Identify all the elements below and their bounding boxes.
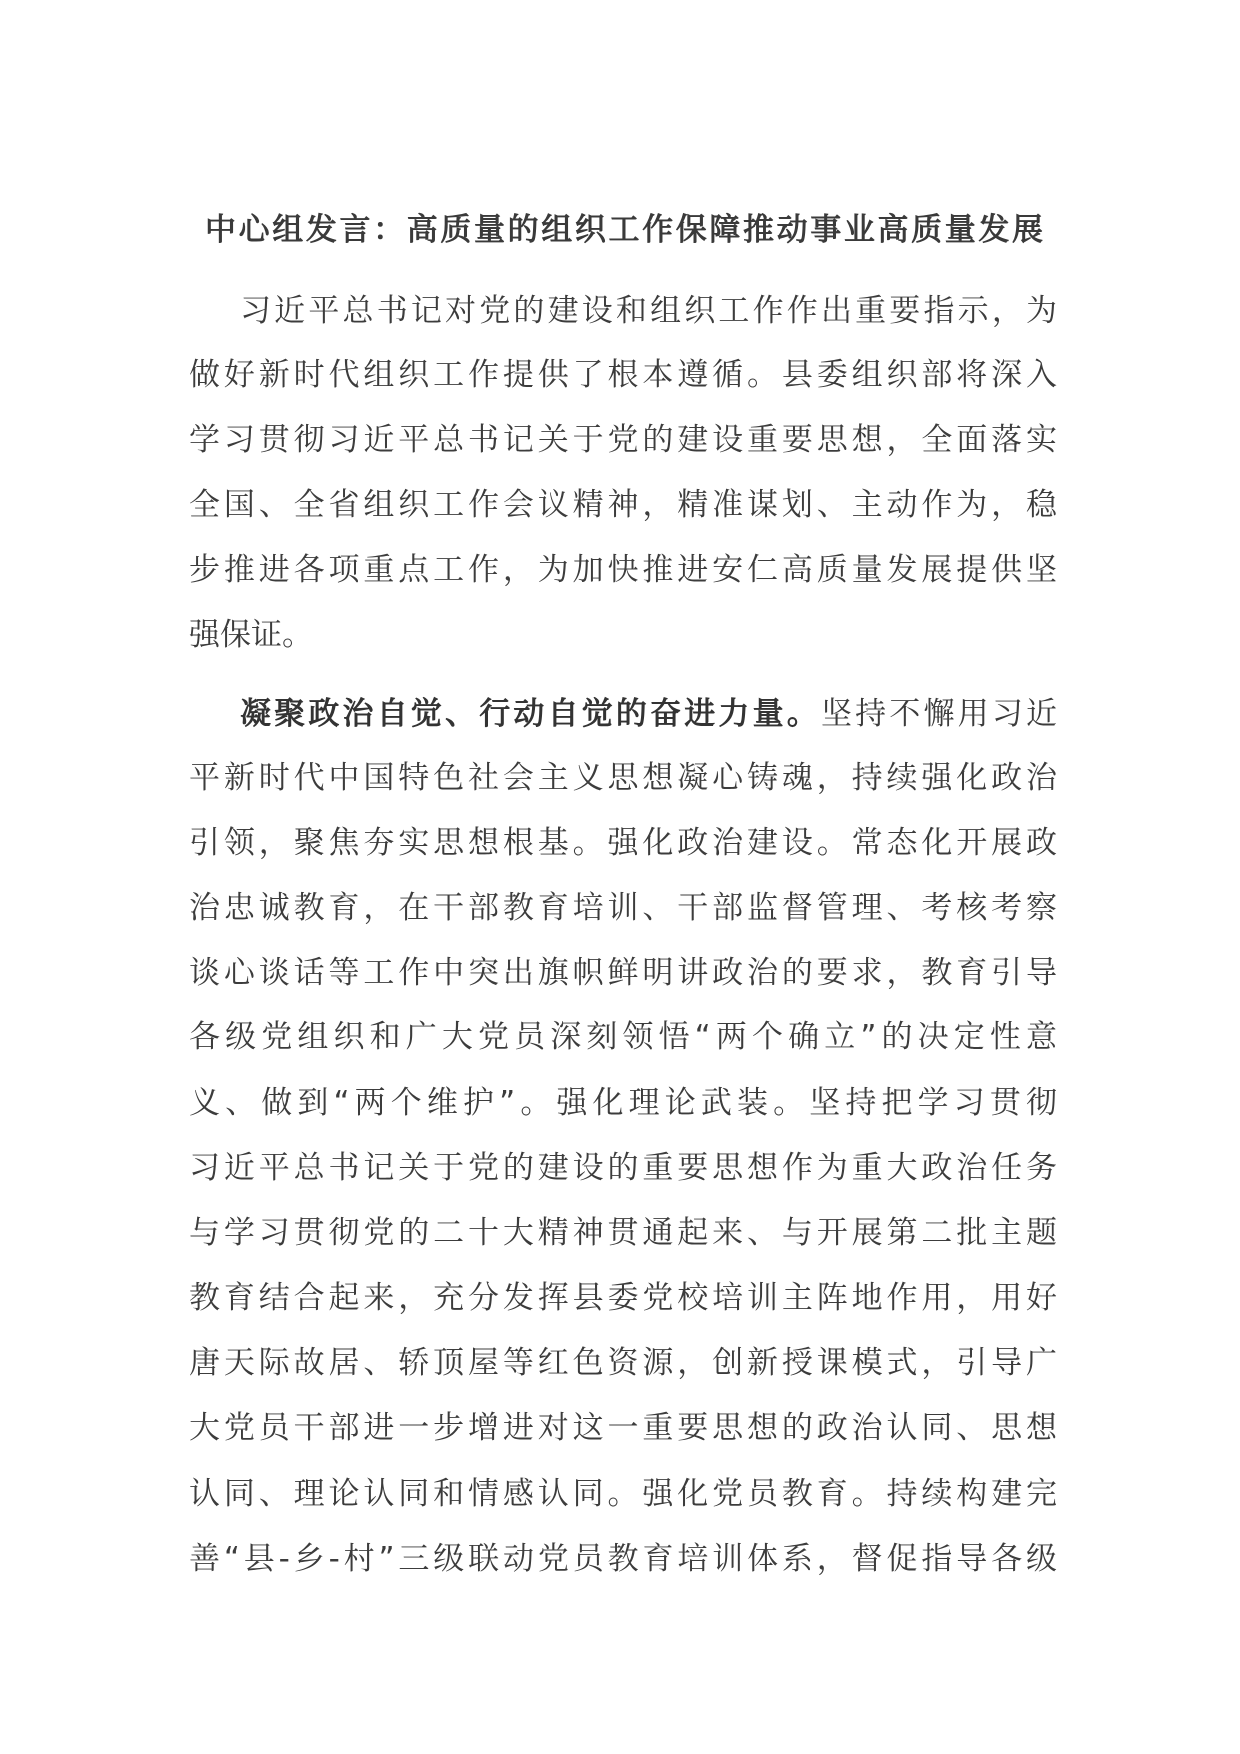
section-heading: 凝聚政治自觉、行动自觉的奋进力量。 bbox=[240, 696, 821, 732]
paragraph-line: 步推进各项重点工作，为加快推进安仁高质量发展提供坚 bbox=[189, 552, 1057, 588]
paragraph-line: 谈心谈话等工作中突出旗帜鲜明讲政治的要求，教育引导 bbox=[189, 955, 1057, 991]
paragraph-line: 做好新时代组织工作提供了根本遵循。县委组织部将深入 bbox=[189, 357, 1057, 393]
paragraph-line: 与学习贯彻党的二十大精神贯通起来、与开展第二批主题 bbox=[189, 1215, 1057, 1251]
paragraph-line: 引领，聚焦夯实思想根基。强化政治建设。常态化开展政 bbox=[189, 825, 1057, 861]
paragraph-line: 平新时代中国特色社会主义思想凝心铸魂，持续强化政治 bbox=[189, 760, 1057, 796]
paragraph-line: 治忠诚教育，在干部教育培训、干部监督管理、考核考察 bbox=[189, 890, 1057, 926]
paragraph-line: 唐天际故居、轿顶屋等红色资源，创新授课模式，引导广 bbox=[189, 1345, 1057, 1381]
paragraph-line: 各级党组织和广大党员深刻领悟“两个确立”的决定性意 bbox=[189, 1019, 1057, 1055]
paragraph-line: 习近平总书记对党的建设和组织工作作出重要指示，为 bbox=[240, 293, 1057, 329]
paragraph-line: 学习贯彻习近平总书记关于党的建设重要思想，全面落实 bbox=[189, 422, 1057, 458]
paragraph-line: 习近平总书记关于党的建设的重要思想作为重大政治任务 bbox=[189, 1150, 1057, 1186]
paragraph-line: 强保证。 bbox=[189, 617, 313, 653]
paragraph-line: 善“县-乡-村”三级联动党员教育培训体系，督促指导各级 bbox=[189, 1541, 1057, 1577]
paragraph-line: 义、做到“两个维护”。强化理论武装。坚持把学习贯彻 bbox=[189, 1085, 1057, 1121]
paragraph-line: 教育结合起来，充分发挥县委党校培训主阵地作用，用好 bbox=[189, 1280, 1057, 1316]
paragraph-text: 坚持不懈用习近 bbox=[820, 696, 1058, 732]
paragraph-line: 大党员干部进一步增进对这一重要思想的政治认同、思想 bbox=[189, 1410, 1057, 1446]
document-title: 中心组发言：高质量的组织工作保障推动事业高质量发展 bbox=[205, 212, 1043, 248]
paragraph-line bbox=[240, 694, 1057, 734]
paragraph-line: 认同、理论认同和情感认同。强化党员教育。持续构建完 bbox=[189, 1476, 1057, 1512]
paragraph-line: 全国、全省组织工作会议精神，精准谋划、主动作为，稳 bbox=[189, 487, 1057, 523]
